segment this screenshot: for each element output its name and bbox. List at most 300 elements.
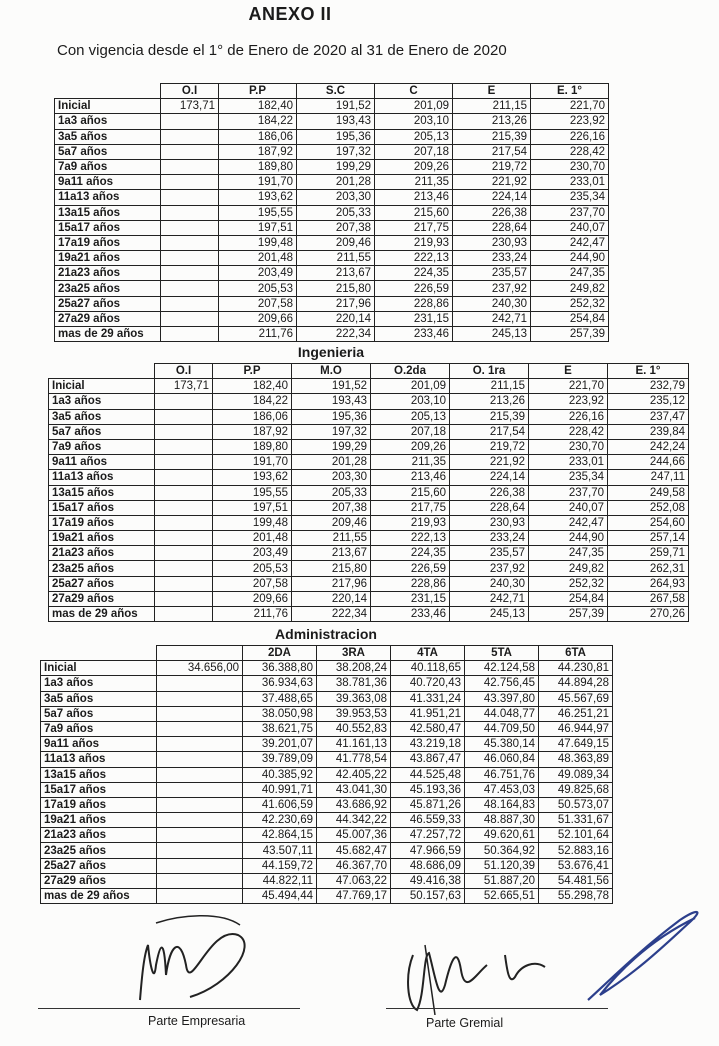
table-cell [161, 327, 219, 342]
table-cell [157, 676, 243, 691]
table-cell: 44.342,22 [317, 813, 391, 828]
column-header: O. 1ra [450, 364, 529, 379]
table-row [55, 205, 609, 220]
row-label: Inicial [55, 99, 161, 114]
table-cell: 259,71 [608, 546, 689, 561]
validity-subtitle: Con vigencia desde el 1° de Enero de 2020 al 31 de Enero de 2020 [57, 42, 507, 59]
table-cell: 173,71 [161, 99, 219, 114]
table-row [55, 99, 609, 114]
row-label: 27a29 años [41, 873, 157, 888]
table-cell [155, 470, 213, 485]
table-cell: 233,01 [531, 175, 609, 190]
table-row [55, 311, 609, 326]
table-cell: 43.507,11 [243, 843, 317, 858]
row-label: 19a21 años [49, 531, 155, 546]
table-cell: 224,35 [375, 266, 453, 281]
table-cell: 226,38 [450, 485, 529, 500]
row-label: 13a15 años [49, 485, 155, 500]
table-cell: 230,70 [529, 439, 608, 454]
column-header: 2DA [243, 646, 317, 661]
table-cell: 38.781,36 [317, 676, 391, 691]
row-label: 15a17 años [55, 220, 161, 235]
table-cell: 231,15 [375, 311, 453, 326]
table-cell: 39.789,09 [243, 752, 317, 767]
table-cell: 237,92 [450, 561, 529, 576]
column-header: O.I [155, 364, 213, 379]
table-cell: 211,15 [450, 379, 529, 394]
table-cell: 240,30 [453, 296, 531, 311]
salary-table-administracion [40, 645, 613, 904]
table-cell [155, 485, 213, 500]
table-cell: 228,42 [529, 424, 608, 439]
row-label: mas de 29 años [55, 327, 161, 342]
table-cell: 252,32 [529, 576, 608, 591]
table-cell: 52.883,16 [539, 843, 613, 858]
table-cell: 217,54 [450, 424, 529, 439]
table-cell: 52.665,51 [465, 889, 539, 904]
table-row [41, 858, 613, 873]
table-row [41, 828, 613, 843]
row-label: 9a11 años [41, 737, 157, 752]
table-row [55, 266, 609, 281]
table-cell: 254,84 [529, 591, 608, 606]
table-cell: 233,46 [375, 327, 453, 342]
row-label: 17a19 años [55, 235, 161, 250]
table-cell: 245,13 [453, 327, 531, 342]
table-row [55, 129, 609, 144]
table-cell: 44.709,50 [465, 721, 539, 736]
table-cell: 49.620,61 [465, 828, 539, 843]
table-cell: 205,53 [213, 561, 292, 576]
column-header: 6TA [539, 646, 613, 661]
table-cell: 254,84 [531, 311, 609, 326]
table-cell: 187,92 [213, 424, 292, 439]
table-cell: 187,92 [219, 144, 297, 159]
table-cell: 41.778,54 [317, 752, 391, 767]
table-cell: 47.063,22 [317, 873, 391, 888]
row-label: 11a13 años [41, 752, 157, 767]
table-cell: 199,48 [213, 515, 292, 530]
table-cell: 186,06 [219, 129, 297, 144]
table-cell [161, 311, 219, 326]
table-cell: 50.157,63 [391, 889, 465, 904]
column-header: E [453, 84, 531, 99]
table-row [41, 737, 613, 752]
table-row [49, 409, 689, 424]
table-row [55, 175, 609, 190]
table-cell: 209,46 [292, 515, 371, 530]
table-cell: 209,26 [371, 439, 450, 454]
table-cell [155, 591, 213, 606]
table-cell: 240,07 [531, 220, 609, 235]
table-cell: 37.488,65 [243, 691, 317, 706]
table-cell: 203,10 [375, 114, 453, 129]
table-cell [157, 843, 243, 858]
table-row [49, 515, 689, 530]
table-row [49, 485, 689, 500]
table-cell [155, 515, 213, 530]
table-cell: 237,47 [608, 409, 689, 424]
row-label: 11a13 años [49, 470, 155, 485]
table-cell: 249,82 [531, 281, 609, 296]
table-cell: 193,43 [292, 394, 371, 409]
table-cell: 235,34 [529, 470, 608, 485]
table-cell: 249,58 [608, 485, 689, 500]
section-title-ingenieria: Ingenieria [297, 344, 365, 360]
row-label: 5a7 años [55, 144, 161, 159]
table-cell: 36.934,63 [243, 676, 317, 691]
table-cell: 247,35 [531, 266, 609, 281]
table-cell: 213,26 [453, 114, 531, 129]
table-cell [157, 873, 243, 888]
table-cell: 235,57 [453, 266, 531, 281]
table-cell: 53.676,41 [539, 858, 613, 873]
table-row [55, 235, 609, 250]
table-cell: 242,24 [608, 439, 689, 454]
table-cell: 242,47 [531, 235, 609, 250]
table-cell: 219,93 [375, 235, 453, 250]
signature-line-left [38, 1008, 300, 1009]
column-header: E [529, 364, 608, 379]
table-cell: 46.944,97 [539, 721, 613, 736]
table-cell: 189,80 [213, 439, 292, 454]
table-cell [157, 858, 243, 873]
table-row [49, 591, 689, 606]
table-cell: 226,59 [371, 561, 450, 576]
table-row [49, 394, 689, 409]
row-label: 21a23 años [55, 266, 161, 281]
table-cell: 215,80 [297, 281, 375, 296]
table-row [41, 752, 613, 767]
table-cell: 213,46 [375, 190, 453, 205]
table-row [41, 661, 613, 676]
table-cell: 186,06 [213, 409, 292, 424]
table-row [41, 782, 613, 797]
table-cell: 215,80 [292, 561, 371, 576]
table-cell [157, 767, 243, 782]
row-label: 1a3 años [55, 114, 161, 129]
table-cell: 252,32 [531, 296, 609, 311]
table-cell: 224,35 [371, 546, 450, 561]
table-cell: 254,60 [608, 515, 689, 530]
table-cell: 226,59 [375, 281, 453, 296]
table-cell: 215,60 [375, 205, 453, 220]
table-cell: 257,14 [608, 531, 689, 546]
table-cell: 223,92 [529, 394, 608, 409]
table-cell: 51.887,20 [465, 873, 539, 888]
table-cell: 211,76 [213, 607, 292, 622]
table-cell: 242,47 [529, 515, 608, 530]
table-cell: 213,67 [297, 266, 375, 281]
table-row [55, 114, 609, 129]
table-cell: 211,35 [375, 175, 453, 190]
table-cell: 47.453,03 [465, 782, 539, 797]
table-cell: 46.060,84 [465, 752, 539, 767]
table-cell: 222,34 [292, 607, 371, 622]
table-cell: 233,24 [450, 531, 529, 546]
table-cell [157, 889, 243, 904]
column-header [41, 646, 157, 661]
table-row [55, 159, 609, 174]
column-header: S.C [297, 84, 375, 99]
table-cell: 219,93 [371, 515, 450, 530]
table-cell: 38.208,24 [317, 661, 391, 676]
column-header [49, 364, 155, 379]
table-cell: 42.124,58 [465, 661, 539, 676]
row-label: Inicial [41, 661, 157, 676]
table-cell: 233,01 [529, 455, 608, 470]
table-row [55, 190, 609, 205]
table-cell: 189,80 [219, 159, 297, 174]
table-cell: 47.649,15 [539, 737, 613, 752]
table-cell: 191,70 [213, 455, 292, 470]
table-cell: 226,38 [453, 205, 531, 220]
table-cell [157, 828, 243, 843]
table-cell: 43.219,18 [391, 737, 465, 752]
table-cell: 209,26 [375, 159, 453, 174]
table-cell [161, 159, 219, 174]
column-header: C [375, 84, 453, 99]
table-cell: 203,49 [213, 546, 292, 561]
table-cell: 45.494,44 [243, 889, 317, 904]
table-cell: 46.367,70 [317, 858, 391, 873]
table-row [55, 281, 609, 296]
header-row [49, 364, 689, 379]
table-row [41, 813, 613, 828]
table-cell: 50.573,07 [539, 797, 613, 812]
table-cell: 211,35 [371, 455, 450, 470]
table-cell: 231,15 [371, 591, 450, 606]
row-label: mas de 29 años [49, 607, 155, 622]
table-cell: 217,75 [371, 500, 450, 515]
table-cell [161, 296, 219, 311]
table-cell: 197,51 [213, 500, 292, 515]
table-cell: 209,66 [213, 591, 292, 606]
table-cell: 203,49 [219, 266, 297, 281]
table-cell: 230,93 [450, 515, 529, 530]
table-row [49, 379, 689, 394]
table-cell: 193,62 [219, 190, 297, 205]
table-cell: 244,90 [529, 531, 608, 546]
table-row [49, 455, 689, 470]
row-label: 1a3 años [49, 394, 155, 409]
table-cell: 215,39 [453, 129, 531, 144]
table-cell: 201,28 [297, 175, 375, 190]
table-cell: 207,38 [297, 220, 375, 235]
table-cell: 42.756,45 [465, 676, 539, 691]
table-cell: 182,40 [219, 99, 297, 114]
table-cell: 235,57 [450, 546, 529, 561]
table-cell: 217,75 [375, 220, 453, 235]
row-label: 11a13 años [55, 190, 161, 205]
table-cell: 40.552,83 [317, 721, 391, 736]
table-cell: 40.991,71 [243, 782, 317, 797]
table-cell: 257,39 [531, 327, 609, 342]
table-cell: 242,71 [453, 311, 531, 326]
table-cell: 207,18 [371, 424, 450, 439]
table-cell: 44.048,77 [465, 706, 539, 721]
table-cell: 199,29 [297, 159, 375, 174]
table-cell: 235,34 [531, 190, 609, 205]
table-cell: 44.159,72 [243, 858, 317, 873]
table-cell: 45.871,26 [391, 797, 465, 812]
signature-line-right [386, 1008, 608, 1009]
document-title: ANEXO II [248, 4, 332, 24]
table-cell: 43.867,47 [391, 752, 465, 767]
table-cell: 244,66 [608, 455, 689, 470]
table-cell: 197,32 [292, 424, 371, 439]
table-cell: 207,18 [375, 144, 453, 159]
table-cell [161, 266, 219, 281]
table-cell [161, 190, 219, 205]
salary-table-general [54, 83, 609, 342]
table-row [49, 470, 689, 485]
table-cell: 39.201,07 [243, 737, 317, 752]
table-cell: 242,71 [450, 591, 529, 606]
column-header: 3RA [317, 646, 391, 661]
table-cell: 191,70 [219, 175, 297, 190]
table-cell: 48.686,09 [391, 858, 465, 873]
row-label: 3a5 años [41, 691, 157, 706]
table-cell: 209,46 [297, 235, 375, 250]
table-cell [155, 576, 213, 591]
column-header [157, 646, 243, 661]
table-row [41, 767, 613, 782]
table-row [55, 296, 609, 311]
row-label: 5a7 años [49, 424, 155, 439]
table-cell [155, 607, 213, 622]
table-cell: 195,36 [292, 409, 371, 424]
table-cell: 193,62 [213, 470, 292, 485]
table-cell: 211,15 [453, 99, 531, 114]
signature-empresaria [120, 905, 280, 1015]
table-cell: 195,55 [213, 485, 292, 500]
table-cell [157, 721, 243, 736]
table-cell: 182,40 [213, 379, 292, 394]
signature-blue [580, 900, 710, 1010]
table-row [41, 873, 613, 888]
table-cell: 184,22 [219, 114, 297, 129]
table-cell: 257,39 [529, 607, 608, 622]
table-row [49, 500, 689, 515]
table-row [49, 439, 689, 454]
table-cell [161, 175, 219, 190]
table-cell: 46.559,33 [391, 813, 465, 828]
row-label: 25a27 años [55, 296, 161, 311]
table-cell: 45.193,36 [391, 782, 465, 797]
row-label: 23a25 años [41, 843, 157, 858]
row-label: 3a5 años [49, 409, 155, 424]
table-cell: 44.525,48 [391, 767, 465, 782]
table-cell: 226,16 [531, 129, 609, 144]
row-label: 7a9 años [41, 721, 157, 736]
table-cell: 222,13 [375, 251, 453, 266]
column-header: 4TA [391, 646, 465, 661]
table-cell: 224,14 [453, 190, 531, 205]
table-cell: 46.751,76 [465, 767, 539, 782]
table-cell: 173,71 [155, 379, 213, 394]
table-cell [157, 752, 243, 767]
table-cell: 211,76 [219, 327, 297, 342]
table-cell: 39.953,53 [317, 706, 391, 721]
table-row [49, 561, 689, 576]
table-cell: 233,24 [453, 251, 531, 266]
table-cell: 47.769,17 [317, 889, 391, 904]
table-row [41, 676, 613, 691]
table-row [55, 327, 609, 342]
table-cell: 211,55 [292, 531, 371, 546]
row-label: mas de 29 años [41, 889, 157, 904]
table-cell: 38.050,98 [243, 706, 317, 721]
table-row [41, 691, 613, 706]
table-row [55, 144, 609, 159]
table-cell: 217,96 [297, 296, 375, 311]
row-label: 1a3 años [41, 676, 157, 691]
table-cell: 45.567,69 [539, 691, 613, 706]
table-cell: 219,72 [453, 159, 531, 174]
table-row [41, 797, 613, 812]
table-cell [161, 251, 219, 266]
table-cell: 228,42 [531, 144, 609, 159]
table-cell: 213,67 [292, 546, 371, 561]
table-cell: 239,84 [608, 424, 689, 439]
label-parte-gremial: Parte Gremial [426, 1016, 504, 1030]
row-label: 23a25 años [55, 281, 161, 296]
table-cell: 41.606,59 [243, 797, 317, 812]
salary-table-ingenieria [48, 363, 689, 622]
table-cell: 220,14 [297, 311, 375, 326]
table-cell: 201,28 [292, 455, 371, 470]
table-cell: 44.894,28 [539, 676, 613, 691]
table-cell: 270,26 [608, 607, 689, 622]
table-cell: 42.864,15 [243, 828, 317, 843]
table-row [55, 220, 609, 235]
table-cell: 36.388,80 [243, 661, 317, 676]
column-header: M.O [292, 364, 371, 379]
label-parte-empresaria: Parte Empresaria [148, 1014, 246, 1028]
table-cell: 52.101,64 [539, 828, 613, 843]
table-cell: 205,13 [371, 409, 450, 424]
table-cell: 42.580,47 [391, 721, 465, 736]
table-cell: 222,34 [297, 327, 375, 342]
row-label: 7a9 años [49, 439, 155, 454]
table-cell: 215,60 [371, 485, 450, 500]
table-cell: 252,08 [608, 500, 689, 515]
table-cell: 40.385,92 [243, 767, 317, 782]
table-cell [157, 737, 243, 752]
table-row [49, 546, 689, 561]
table-cell [155, 394, 213, 409]
row-label: 27a29 años [55, 311, 161, 326]
table-cell: 43.686,92 [317, 797, 391, 812]
table-cell: 203,30 [292, 470, 371, 485]
table-cell [161, 129, 219, 144]
table-cell: 201,48 [219, 251, 297, 266]
table-row [55, 251, 609, 266]
table-cell: 267,58 [608, 591, 689, 606]
table-cell: 247,35 [529, 546, 608, 561]
table-cell: 226,16 [529, 409, 608, 424]
column-header [55, 84, 161, 99]
column-header: O.2da [371, 364, 450, 379]
table-cell: 51.331,67 [539, 813, 613, 828]
table-cell: 199,29 [292, 439, 371, 454]
row-label: 15a17 años [41, 782, 157, 797]
table-row [49, 576, 689, 591]
table-cell: 205,33 [297, 205, 375, 220]
table-cell: 221,92 [450, 455, 529, 470]
row-label: 25a27 años [41, 858, 157, 873]
